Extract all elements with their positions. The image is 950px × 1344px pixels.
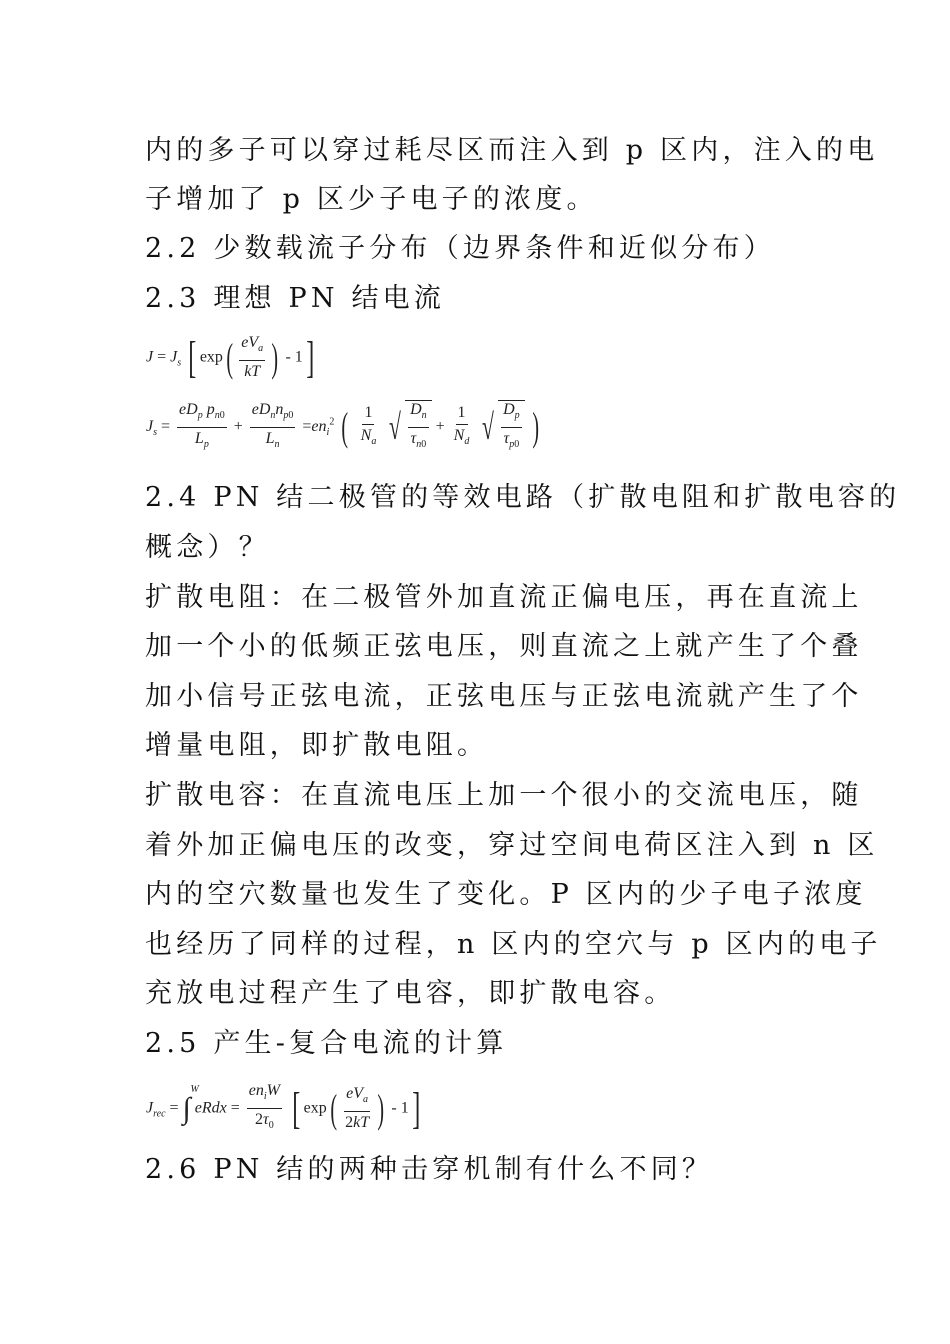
text-line-8: 加一个小的低频正弦电压，则直流之上就产生了个叠 bbox=[145, 631, 863, 662]
section-heading-2-4: 2.4 PN 结二极管的等效电路（扩散电阻和扩散电容的 bbox=[145, 482, 901, 513]
text-line-7: 扩散电阻：在二极管外加直流正偏电压，再在直流上 bbox=[145, 582, 863, 613]
text-line-15: 充放电过程产生了电容，即扩散电容。 bbox=[145, 978, 676, 1009]
text-line-6: 概念）？ bbox=[145, 532, 270, 563]
section-heading-2-2: 2.2 少数载流子分布（边界条件和近似分布） bbox=[145, 233, 775, 264]
text-line-9: 加小信号正弦电流，正弦电压与正弦电流就产生了个 bbox=[145, 681, 863, 712]
text-line-1: 内的多子可以穿过耗尽区而注入到 p 区内，注入的电 bbox=[145, 135, 879, 166]
text-line-12: 着外加正偏电压的改变，穿过空间电荷区注入到 n 区 bbox=[145, 830, 879, 861]
text-line-14: 也经历了同样的过程，n 区内的空穴与 p 区内的电子 bbox=[145, 929, 882, 960]
text-line-10: 增量电阻，即扩散电阻。 bbox=[145, 730, 489, 761]
formula-ideal-pn-current: $J = J_s$ [ exp( $\frac{eV_a}{kT}$ ) - 1] bbox=[146, 332, 315, 382]
section-heading-2-3: 2.3 理想 PN 结电流 bbox=[145, 283, 446, 314]
text-line-2: 子增加了 p 区少子电子的浓度。 bbox=[145, 184, 598, 215]
section-heading-2-5: 2.5 产生-复合电流的计算 bbox=[145, 1028, 508, 1059]
formula-recombination-current: $J_{rec}$ = ∫ W eRdx = $\frac{en_iW}{2\tau_0}$ [ exp( $\frac{eV_a}{2kT}$ ) - 1] bbox=[146, 1082, 421, 1133]
section-heading-2-6: 2.6 PN 结的两种击穿机制有什么不同？ bbox=[145, 1154, 714, 1185]
text-line-13: 内的空穴数量也发生了变化。P 区内的少子电子浓度 bbox=[145, 879, 867, 910]
formula-saturation-current: $J_s$ = $\frac{eD_p p_{n0}}{L_p}$ + $\frac{eD_nn_{p0}}{L_n}$ $=en_i^2$ ( $\frac{1}{N_a}$ √ $\frac{D_n}{\tau_{n0}}$ + $\frac{1}{N_d}$ √ $\frac{D_p}{\tau_{p0}}$ ) bbox=[146, 400, 542, 454]
text-line-11: 扩散电容：在直流电压上加一个很小的交流电压，随 bbox=[145, 780, 863, 811]
